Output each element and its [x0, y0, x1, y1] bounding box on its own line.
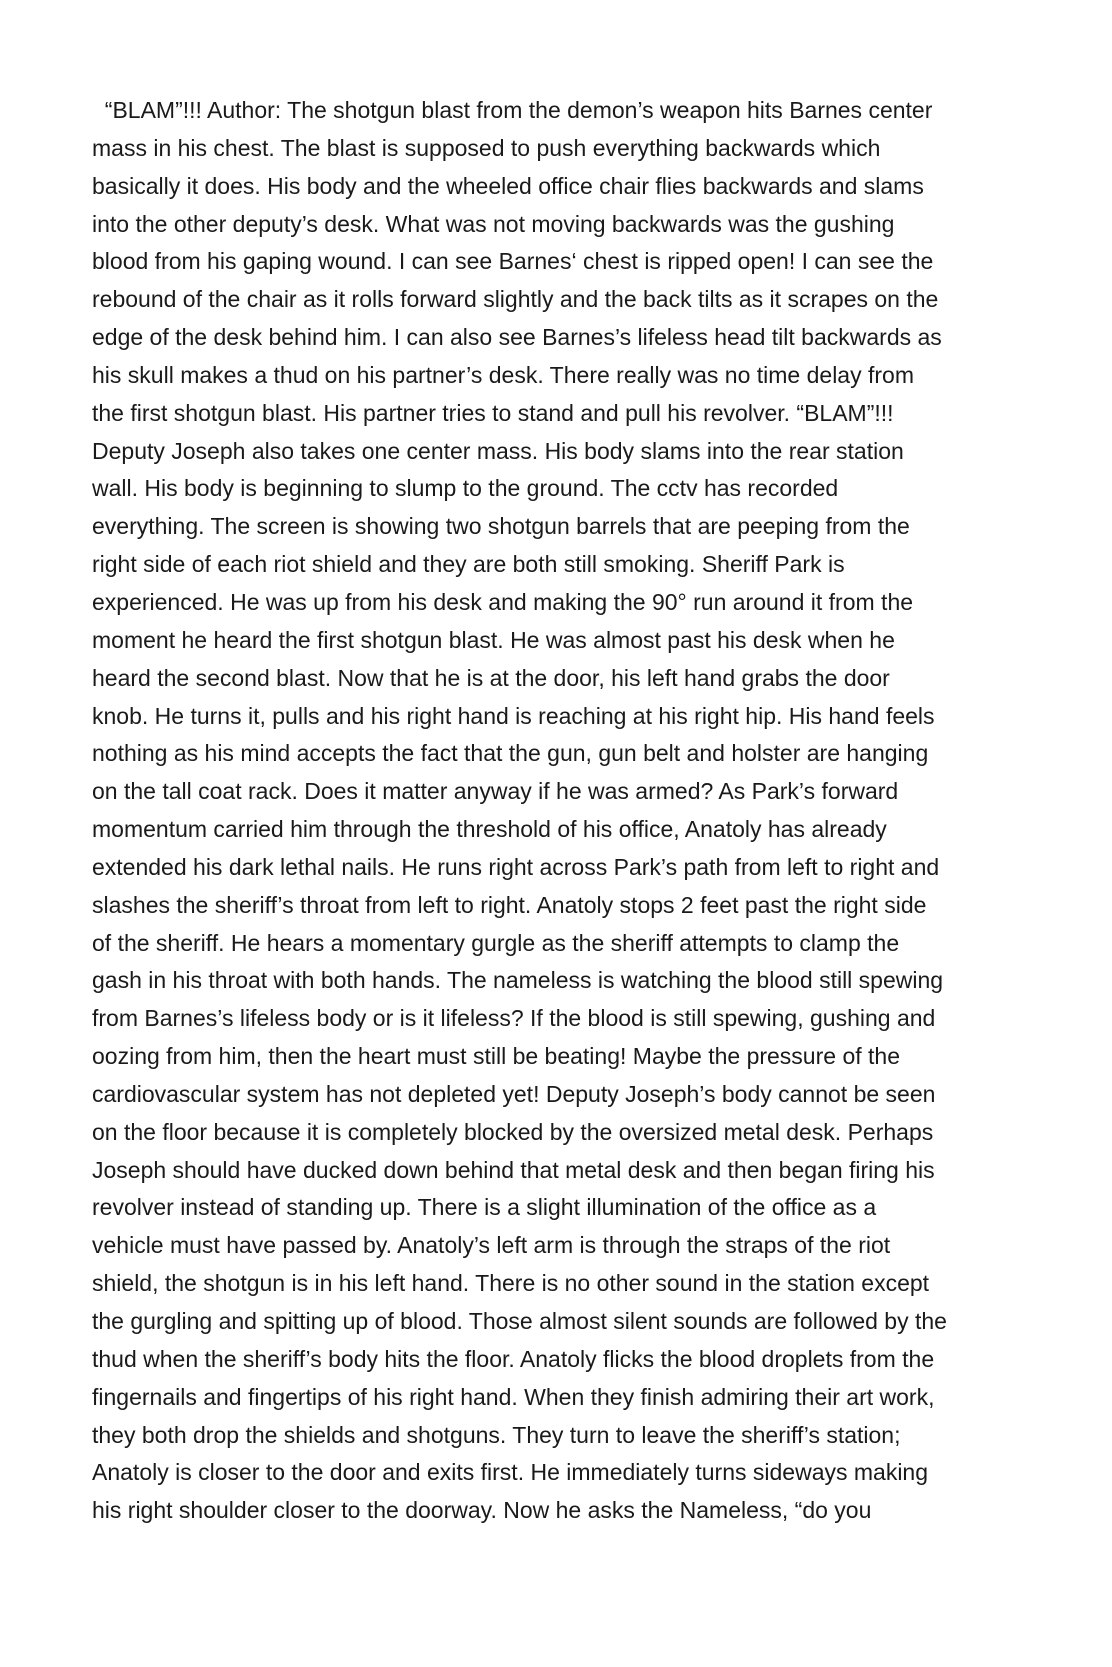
text-line: his right shoulder closer to the doorway. Now he asks the Nameless, “do you: [92, 1497, 872, 1524]
text-line: on the tall coat rack. Does it matter anyway if he was armed? As Park’s forward: [92, 778, 899, 805]
text-line: revolver instead of standing up. There is a slight illumination of the office as a: [92, 1194, 877, 1221]
text-line: shield, the shotgun is in his left hand. There is no other sound in the station except: [92, 1270, 930, 1297]
text-line: basically it does. His body and the wheeled office chair flies backwards and slams: [92, 172, 924, 199]
text-line: his skull makes a thud on his partner’s desk. There really was no time delay from: [92, 361, 914, 388]
text-line: Deputy Joseph also takes one center mass. His body slams into the rear station: [92, 437, 904, 464]
text-line: moment he heard the first shotgun blast. He was almost past his desk when he: [92, 626, 895, 653]
text-line: “BLAM”!!! Author: The shotgun blast from the demon’s weapon hits Barnes center: [92, 97, 933, 123]
text-line: right side of each riot shield and they are both still smoking. Sheriff Park is: [92, 551, 845, 578]
text-line: vehicle must have passed by. Anatoly’s left arm is through the straps of the riot: [92, 1232, 891, 1259]
body-text: [92, 92, 1052, 1530]
text-line: on the floor because it is completely blocked by the oversized metal desk. Perhaps: [92, 1118, 934, 1145]
text-line: fingernails and fingertips of his right hand. When they finish admiring their art work,: [92, 1383, 935, 1410]
text-line: mass in his chest. The blast is supposed to push everything backwards which: [92, 134, 881, 161]
text-line: experienced. He was up from his desk and making the 90° run around it from the: [92, 588, 914, 615]
text-line: of the sheriff. He hears a momentary gurgle as the sheriff attempts to clamp the: [92, 929, 900, 956]
text-line: blood from his gaping wound. I can see Barnes‘ chest is ripped open! I can see the: [92, 248, 934, 275]
text-line: thud when the sheriff’s body hits the floor. Anatoly flicks the blood droplets from the: [92, 1345, 935, 1372]
text-line: gash in his throat with both hands. The nameless is watching the blood still spewing: [92, 967, 944, 994]
text-line: wall. His body is beginning to slump to the ground. The cctv has recorded: [92, 475, 839, 502]
text-line: Anatoly is closer to the door and exits first. He immediately turns sideways making: [92, 1459, 929, 1486]
text-line: extended his dark lethal nails. He runs right across Park’s path from left to right and: [92, 853, 940, 880]
text-line: the first shotgun blast. His partner tries to stand and pull his revolver. “BLAM”!!!: [92, 399, 894, 426]
text-line: knob. He turns it, pulls and his right hand is reaching at his right hip. His hand feels: [92, 702, 935, 729]
text-line: the gurgling and spitting up of blood. Those almost silent sounds are followed by the: [92, 1308, 947, 1334]
text-line: momentum carried him through the threshold of his office, Anatoly has already: [92, 816, 887, 843]
text-line: heard the second blast. Now that he is at the door, his left hand grabs the door: [92, 664, 890, 691]
text-line: into the other deputy’s desk. What was not moving backwards was the gushing: [92, 210, 895, 237]
text-line: slashes the sheriff’s throat from left to right. Anatoly stops 2 feet past the right side: [92, 891, 927, 918]
text-line: cardiovascular system has not depleted yet! Deputy Joseph’s body cannot be seen: [92, 1080, 936, 1107]
text-line: from Barnes’s lifeless body or is it lifeless? If the blood is still spewing, gushing and: [92, 1005, 936, 1032]
text-line: they both drop the shields and shotguns. They turn to leave the sheriff’s station;: [92, 1421, 901, 1448]
text-line: everything. The screen is showing two shotgun barrels that are peeping from the: [92, 513, 910, 540]
text-line: nothing as his mind accepts the fact that the gun, gun belt and holster are hanging: [92, 740, 929, 767]
text-line: oozing from him, then the heart must still be beating! Maybe the pressure of the: [92, 1043, 900, 1070]
text-line: Joseph should have ducked down behind that metal desk and then began firing his: [92, 1156, 935, 1183]
text-line: edge of the desk behind him. I can also see Barnes’s lifeless head tilt backwards as: [92, 324, 942, 351]
text-line: rebound of the chair as it rolls forward slightly and the back tilts as it scrapes on the: [92, 286, 939, 313]
